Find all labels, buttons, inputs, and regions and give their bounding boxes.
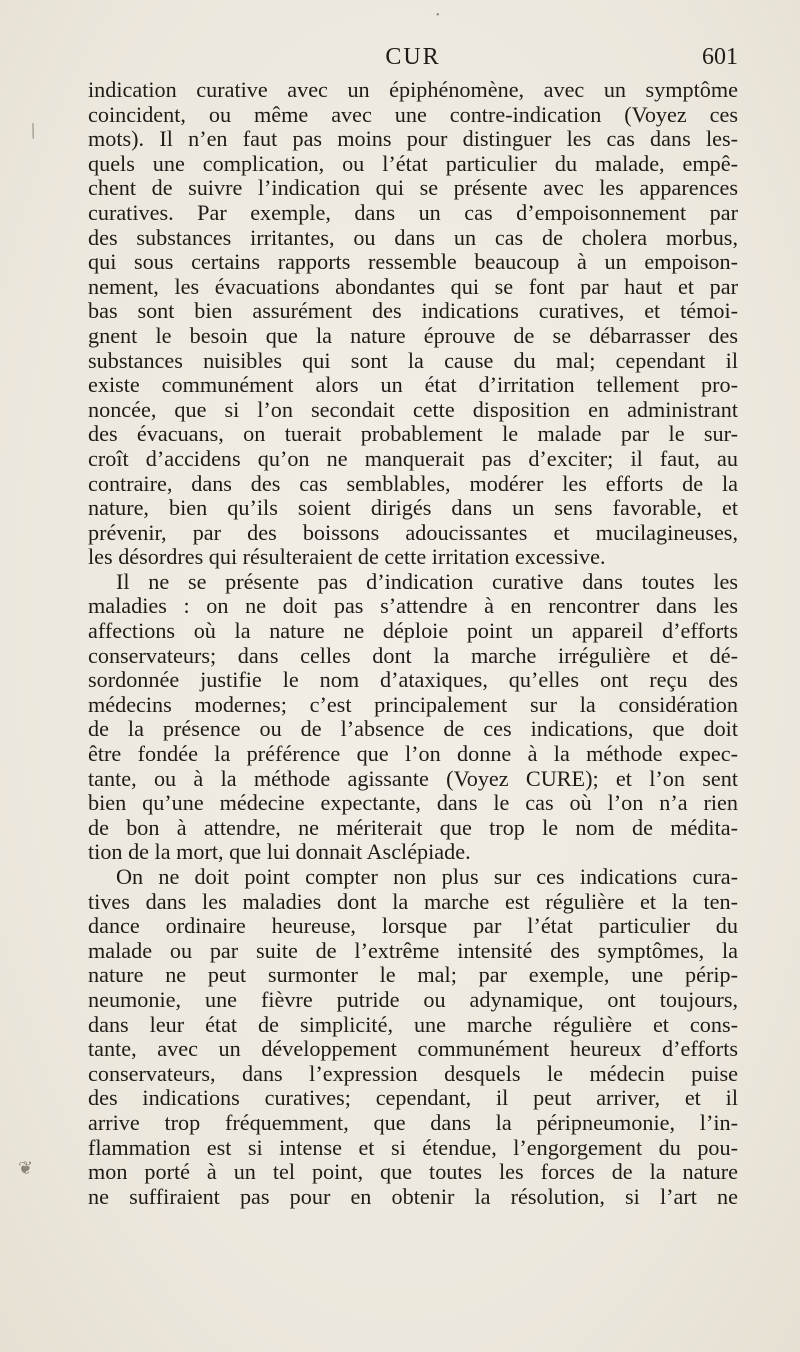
ink-speck-mark: • — [436, 10, 440, 21]
text-line: flammation est si intense et si étendue, l’engorgement du pou- — [88, 1134, 738, 1160]
text-line: des indications curatives; cependant, il peut arriver, et il — [88, 1085, 738, 1111]
text-line: nature ne peut surmonter le mal; par exemple, une périp- — [88, 962, 738, 988]
text-body — [88, 78, 738, 1209]
text-line: arrive trop fréquemment, que dans la péripneumonie, l’in- — [88, 1109, 738, 1135]
text-line: On ne doit point compter non plus sur ces indications cura- — [116, 864, 738, 889]
text-line: neumonie, une fièvre putride ou adynamique, ont toujours, — [88, 986, 738, 1012]
text-line: conservateurs; dans celles dont la marche irrégulière et dé- — [88, 642, 738, 668]
page-number: 601 — [702, 44, 738, 70]
text-line: quels une complication, ou l’état particulier du malade, empê- — [88, 150, 738, 176]
text-line: sordonnée justifie le nom d’ataxiques, qu’elles ont reçu des — [88, 667, 738, 693]
text-line: des évacuans, on tuerait probablement le malade par le sur- — [88, 421, 738, 447]
text-line: malade ou par suite de l’extrême intensité des symptômes, la — [88, 937, 738, 963]
text-line: coincident, ou même avec une contre-indication (Voyez ces — [88, 101, 738, 127]
text-line: médecins modernes; c’est principalement sur la considération — [88, 691, 738, 717]
text-line: mots). Il n’en faut pas moins pour distinguer les cas dans les- — [88, 126, 738, 152]
text-line: chent de suivre l’indication qui se présente avec les apparences — [88, 175, 738, 201]
text-line: bien qu’une médecine expectante, dans le cas où l’on n’a rien — [88, 790, 738, 816]
paragraph-3 — [88, 865, 738, 1209]
pencil-margin-mark: / — [25, 117, 41, 144]
text-line: les désordres qui résulteraient de cette irritation excessive. — [88, 544, 606, 570]
text-line: tante, ou à la méthode agissante (Voyez CURE); et l’on sent — [88, 765, 738, 791]
text-line: de bon à attendre, ne mériterait que trop le nom de médita- — [88, 814, 738, 840]
page-header — [88, 44, 738, 76]
text-line: des substances irritantes, ou dans un cas de cholera morbus, — [88, 224, 738, 250]
text-line: curatives. Par exemple, dans un cas d’empoisonnement par — [88, 199, 738, 225]
text-line: nature, bien qu’ils soient dirigés dans un sens favorable, et — [88, 495, 738, 521]
text-line: ne suffiraient pas pour en obtenir la résolution, si l’art ne — [88, 1183, 738, 1209]
text-line: prévenir, par des boissons adoucissantes et mucilagineuses, — [88, 519, 738, 545]
text-line: maladies : on ne doit pas s’attendre à en rencontrer dans les — [88, 593, 738, 619]
text-line: croît d’accidens qu’on ne manquerait pas d’exciter; il faut, au — [88, 445, 738, 471]
text-line: Il ne se présente pas d’indication curative dans toutes les — [116, 568, 738, 594]
text-line: conservateurs, dans l’expression desquels le médecin puise — [88, 1060, 738, 1086]
text-line: bas sont bien assurément des indications curatives, et témoi- — [88, 298, 738, 324]
text-line: nement, les évacuations abondantes qui se font par haut et par — [88, 273, 738, 299]
text-line: noncée, que si l’on secondait cette disposition en administrant — [88, 396, 738, 422]
running-head: CUR — [385, 44, 441, 70]
text-line: affections où la nature ne déploie point un appareil d’efforts — [88, 618, 738, 644]
paragraph-2 — [88, 570, 738, 865]
text-line: dance ordinaire heureuse, lorsque par l’état particulier du — [88, 913, 738, 939]
paragraph-1 — [88, 78, 738, 570]
text-line: gnent le besoin que la nature éprouve de se débarrasser des — [88, 322, 738, 348]
text-line: existe communément alors un état d’irritation tellement pro- — [88, 372, 738, 398]
text-line: substances nuisibles qui sont la cause du mal; cependant il — [88, 347, 738, 373]
text-line: tives dans les maladies dont la marche est régulière et la ten- — [88, 888, 738, 914]
text-line: être fondée la préférence que l’on donne à la méthode expec- — [88, 741, 738, 767]
text-line: contraire, dans des cas semblables, modérer les efforts de la — [88, 470, 738, 496]
text-line: dans leur état de simplicité, une marche régulière et cons- — [88, 1011, 738, 1037]
text-line: mon porté à un tel point, que toutes les forces de la nature — [88, 1159, 738, 1185]
text-line: qui sous certains rapports ressemble beaucoup à un empoison- — [88, 249, 738, 275]
text-line: tion de la mort, que lui donnait Asclépiade. — [88, 839, 471, 865]
text-line: de la présence ou de l’absence de ces indications, que doit — [88, 716, 738, 742]
margin-ornament-mark: ❦ — [18, 1158, 34, 1178]
text-line: tante, avec un développement communément heureux d’efforts — [88, 1036, 738, 1062]
text-line: indication curative avec un épiphénomène, avec un symptôme — [88, 77, 738, 102]
